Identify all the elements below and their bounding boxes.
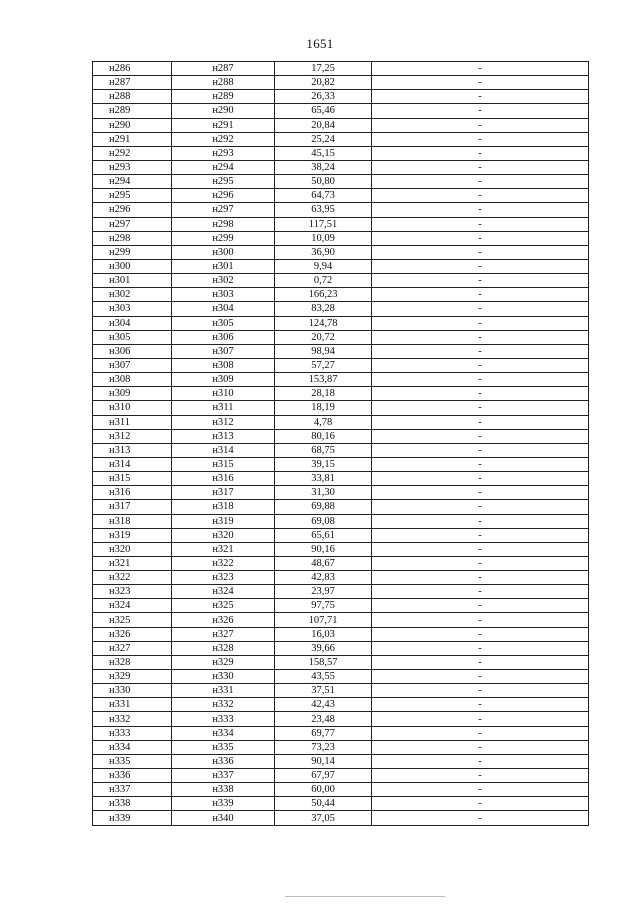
to-point-cell: н319 [172,514,275,528]
table-row [93,613,589,627]
length-cell: 0,72 [275,274,372,288]
length-cell: 65,61 [275,528,372,542]
from-point-cell: н297 [93,217,172,231]
length-cell: 38,24 [275,160,372,174]
from-point-cell: н303 [93,302,172,316]
note-cell: - [372,358,589,372]
length-cell: 83,28 [275,302,372,316]
table-row [93,160,589,174]
table-row [93,175,589,189]
length-cell: 20,82 [275,76,372,90]
to-point-cell: н308 [172,358,275,372]
table-row [93,259,589,273]
note-cell: - [372,203,589,217]
length-cell: 23,97 [275,585,372,599]
note-cell: - [372,811,589,825]
to-point-cell: н305 [172,316,275,330]
length-cell: 124,78 [275,316,372,330]
note-cell: - [372,655,589,669]
note-cell: - [372,175,589,189]
note-cell: - [372,189,589,203]
note-cell: - [372,344,589,358]
to-point-cell: н325 [172,599,275,613]
note-cell: - [372,585,589,599]
note-cell: - [372,160,589,174]
length-cell: 43,55 [275,670,372,684]
table-row [93,740,589,754]
length-cell: 90,14 [275,754,372,768]
to-point-cell: н289 [172,90,275,104]
from-point-cell: н330 [93,684,172,698]
note-cell: - [372,259,589,273]
length-cell: 107,71 [275,613,372,627]
to-point-cell: н337 [172,769,275,783]
to-point-cell: н296 [172,189,275,203]
to-point-cell: н314 [172,443,275,457]
table-row [93,528,589,542]
table-row [93,472,589,486]
to-point-cell: н287 [172,62,275,76]
table-row [93,641,589,655]
note-cell: - [372,62,589,76]
to-point-cell: н329 [172,655,275,669]
to-point-cell: н292 [172,132,275,146]
length-cell: 166,23 [275,288,372,302]
length-cell: 73,23 [275,740,372,754]
to-point-cell: н322 [172,556,275,570]
scan-artifact-line [285,896,445,897]
to-point-cell: н317 [172,486,275,500]
table-row [93,217,589,231]
length-cell: 42,43 [275,698,372,712]
from-point-cell: н333 [93,726,172,740]
from-point-cell: н291 [93,132,172,146]
note-cell: - [372,76,589,90]
length-cell: 57,27 [275,358,372,372]
note-cell: - [372,627,589,641]
from-point-cell: н335 [93,754,172,768]
table-row [93,627,589,641]
note-cell: - [372,726,589,740]
note-cell: - [372,769,589,783]
to-point-cell: н327 [172,627,275,641]
from-point-cell: н294 [93,175,172,189]
table-row [93,104,589,118]
to-point-cell: н313 [172,429,275,443]
to-point-cell: н298 [172,217,275,231]
to-point-cell: н312 [172,415,275,429]
table-row [93,316,589,330]
from-point-cell: н299 [93,245,172,259]
length-cell: 68,75 [275,443,372,457]
to-point-cell: н290 [172,104,275,118]
from-point-cell: н287 [93,76,172,90]
length-cell: 97,75 [275,599,372,613]
from-point-cell: н310 [93,401,172,415]
table-row [93,358,589,372]
to-point-cell: н338 [172,783,275,797]
note-cell: - [372,217,589,231]
from-point-cell: н314 [93,457,172,471]
table-row [93,274,589,288]
note-cell: - [372,684,589,698]
note-cell: - [372,90,589,104]
length-cell: 50,44 [275,797,372,811]
length-cell: 63,95 [275,203,372,217]
note-cell: - [372,641,589,655]
note-cell: - [372,542,589,556]
table-row [93,811,589,825]
table-row [93,118,589,132]
from-point-cell: н290 [93,118,172,132]
note-cell: - [372,457,589,471]
length-cell: 153,87 [275,373,372,387]
from-point-cell: н292 [93,146,172,160]
length-cell: 17,25 [275,62,372,76]
from-point-cell: н325 [93,613,172,627]
length-cell: 158,57 [275,655,372,669]
from-point-cell: н307 [93,358,172,372]
table-row [93,401,589,415]
length-cell: 80,16 [275,429,372,443]
from-point-cell: н318 [93,514,172,528]
from-point-cell: н304 [93,316,172,330]
table-row [93,542,589,556]
length-cell: 69,08 [275,514,372,528]
note-cell: - [372,500,589,514]
from-point-cell: н323 [93,585,172,599]
length-cell: 65,46 [275,104,372,118]
from-point-cell: н319 [93,528,172,542]
from-point-cell: н317 [93,500,172,514]
to-point-cell: н323 [172,571,275,585]
table-row [93,556,589,570]
to-point-cell: н326 [172,613,275,627]
table-row [93,500,589,514]
length-cell: 37,05 [275,811,372,825]
note-cell: - [372,245,589,259]
table-row [93,684,589,698]
length-cell: 64,73 [275,189,372,203]
from-point-cell: н302 [93,288,172,302]
length-cell: 33,81 [275,472,372,486]
to-point-cell: н334 [172,726,275,740]
table-row [93,203,589,217]
table-row [93,62,589,76]
note-cell: - [372,754,589,768]
table-row [93,571,589,585]
to-point-cell: н332 [172,698,275,712]
note-cell: - [372,316,589,330]
table-row [93,373,589,387]
to-point-cell: н316 [172,472,275,486]
note-cell: - [372,415,589,429]
from-point-cell: н334 [93,740,172,754]
length-cell: 25,24 [275,132,372,146]
table-row [93,387,589,401]
table-row [93,514,589,528]
from-point-cell: н332 [93,712,172,726]
length-cell: 69,77 [275,726,372,740]
note-cell: - [372,740,589,754]
from-point-cell: н326 [93,627,172,641]
from-point-cell: н339 [93,811,172,825]
note-cell: - [372,231,589,245]
to-point-cell: н304 [172,302,275,316]
length-cell: 67,97 [275,769,372,783]
length-cell: 23,48 [275,712,372,726]
note-cell: - [372,330,589,344]
table-row [93,769,589,783]
length-cell: 50,80 [275,175,372,189]
table-row [93,330,589,344]
to-point-cell: н302 [172,274,275,288]
from-point-cell: н286 [93,62,172,76]
length-cell: 4,78 [275,415,372,429]
table-row [93,302,589,316]
length-cell: 117,51 [275,217,372,231]
length-cell: 10,09 [275,231,372,245]
from-point-cell: н311 [93,415,172,429]
to-point-cell: н299 [172,231,275,245]
table-row [93,783,589,797]
length-cell: 18,19 [275,401,372,415]
to-point-cell: н320 [172,528,275,542]
from-point-cell: н316 [93,486,172,500]
from-point-cell: н309 [93,387,172,401]
note-cell: - [372,401,589,415]
to-point-cell: н324 [172,585,275,599]
table-row [93,585,589,599]
table-row [93,655,589,669]
table-row [93,698,589,712]
to-point-cell: н303 [172,288,275,302]
note-cell: - [372,302,589,316]
table-row [93,288,589,302]
length-cell: 20,72 [275,330,372,344]
note-cell: - [372,429,589,443]
length-cell: 48,67 [275,556,372,570]
to-point-cell: н306 [172,330,275,344]
note-cell: - [372,443,589,457]
to-point-cell: н295 [172,175,275,189]
from-point-cell: н320 [93,542,172,556]
table-row [93,712,589,726]
length-cell: 39,15 [275,457,372,471]
note-cell: - [372,571,589,585]
from-point-cell: н295 [93,189,172,203]
length-cell: 60,00 [275,783,372,797]
table-row [93,76,589,90]
table-row [93,90,589,104]
note-cell: - [372,288,589,302]
length-cell: 98,94 [275,344,372,358]
to-point-cell: н293 [172,146,275,160]
table-row [93,443,589,457]
table-row [93,344,589,358]
table-body [93,62,589,826]
to-point-cell: н328 [172,641,275,655]
note-cell: - [372,797,589,811]
table-row [93,670,589,684]
from-point-cell: н327 [93,641,172,655]
note-cell: - [372,118,589,132]
from-point-cell: н331 [93,698,172,712]
note-cell: - [372,274,589,288]
from-point-cell: н313 [93,443,172,457]
note-cell: - [372,599,589,613]
to-point-cell: н336 [172,754,275,768]
table-row [93,457,589,471]
from-point-cell: н296 [93,203,172,217]
from-point-cell: н293 [93,160,172,174]
from-point-cell: н300 [93,259,172,273]
to-point-cell: н311 [172,401,275,415]
note-cell: - [372,387,589,401]
from-point-cell: н312 [93,429,172,443]
to-point-cell: н300 [172,245,275,259]
length-cell: 31,30 [275,486,372,500]
table-row [93,486,589,500]
to-point-cell: н339 [172,797,275,811]
to-point-cell: н315 [172,457,275,471]
note-cell: - [372,670,589,684]
table-row [93,797,589,811]
from-point-cell: н329 [93,670,172,684]
to-point-cell: н309 [172,373,275,387]
table-row [93,429,589,443]
table-row [93,415,589,429]
to-point-cell: н291 [172,118,275,132]
table-row [93,599,589,613]
from-point-cell: н308 [93,373,172,387]
note-cell: - [372,146,589,160]
from-point-cell: н321 [93,556,172,570]
table-row [93,245,589,259]
note-cell: - [372,514,589,528]
length-cell: 42,83 [275,571,372,585]
note-cell: - [372,783,589,797]
page-number: 1651 [306,36,334,51]
to-point-cell: н310 [172,387,275,401]
from-point-cell: н338 [93,797,172,811]
to-point-cell: н301 [172,259,275,273]
note-cell: - [372,373,589,387]
note-cell: - [372,472,589,486]
note-cell: - [372,132,589,146]
boundary-segments-table [92,61,589,826]
length-cell: 28,18 [275,387,372,401]
to-point-cell: н294 [172,160,275,174]
table-row [93,754,589,768]
length-cell: 16,03 [275,627,372,641]
to-point-cell: н321 [172,542,275,556]
from-point-cell: н306 [93,344,172,358]
note-cell: - [372,613,589,627]
from-point-cell: н288 [93,90,172,104]
from-point-cell: н305 [93,330,172,344]
to-point-cell: н318 [172,500,275,514]
to-point-cell: н330 [172,670,275,684]
note-cell: - [372,486,589,500]
table-row [93,132,589,146]
length-cell: 20,84 [275,118,372,132]
from-point-cell: н322 [93,571,172,585]
note-cell: - [372,528,589,542]
from-point-cell: н337 [93,783,172,797]
length-cell: 26,33 [275,90,372,104]
to-point-cell: н307 [172,344,275,358]
table-row [93,726,589,740]
note-cell: - [372,556,589,570]
table-row [93,231,589,245]
to-point-cell: н331 [172,684,275,698]
length-cell: 36,90 [275,245,372,259]
to-point-cell: н335 [172,740,275,754]
length-cell: 37,51 [275,684,372,698]
from-point-cell: н298 [93,231,172,245]
note-cell: - [372,698,589,712]
note-cell: - [372,712,589,726]
from-point-cell: н301 [93,274,172,288]
to-point-cell: н288 [172,76,275,90]
to-point-cell: н333 [172,712,275,726]
length-cell: 69,88 [275,500,372,514]
table-row [93,189,589,203]
length-cell: 45,15 [275,146,372,160]
from-point-cell: н289 [93,104,172,118]
from-point-cell: н328 [93,655,172,669]
length-cell: 39,66 [275,641,372,655]
note-cell: - [372,104,589,118]
table-row [93,146,589,160]
to-point-cell: н340 [172,811,275,825]
length-cell: 90,16 [275,542,372,556]
from-point-cell: н324 [93,599,172,613]
from-point-cell: н315 [93,472,172,486]
to-point-cell: н297 [172,203,275,217]
length-cell: 9,94 [275,259,372,273]
from-point-cell: н336 [93,769,172,783]
